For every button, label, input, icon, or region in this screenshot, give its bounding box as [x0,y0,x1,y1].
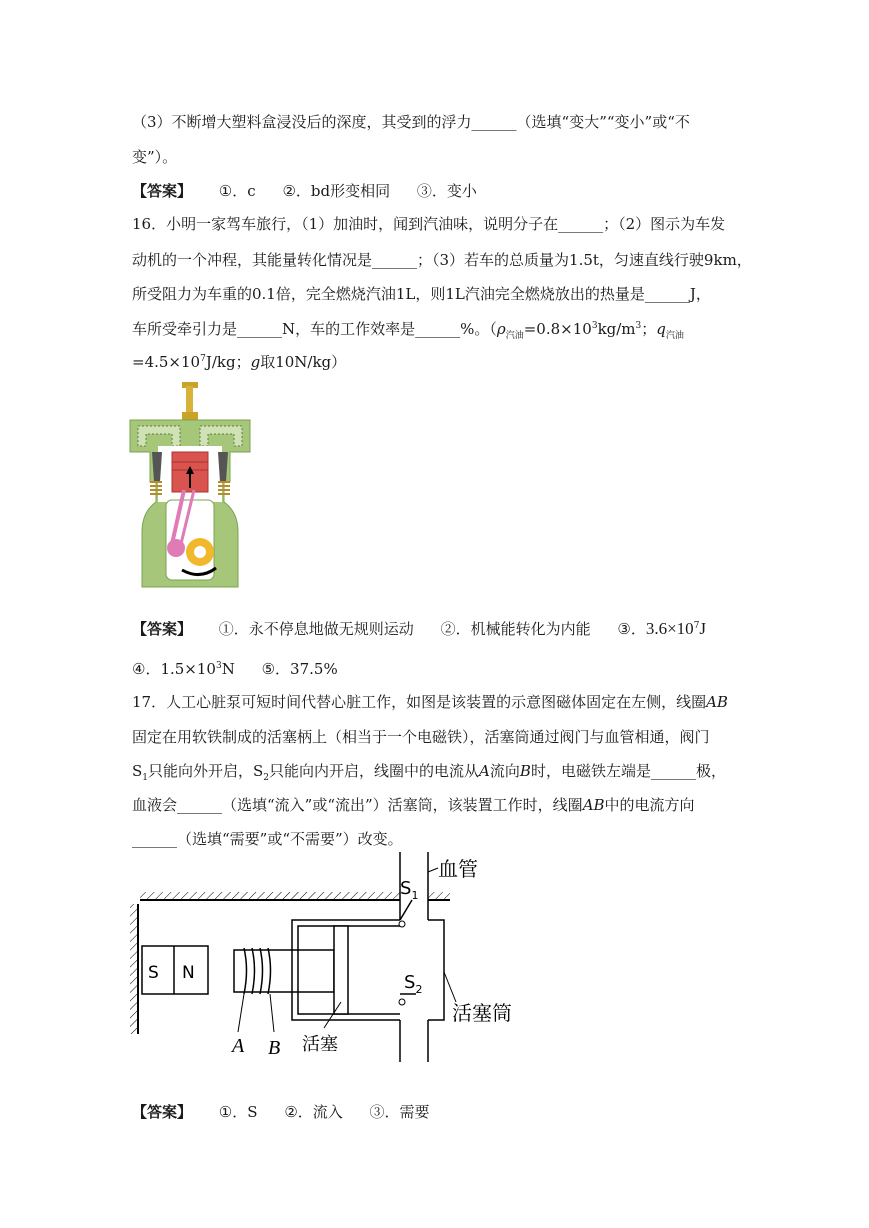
answer-label: 【答案】 [132,620,193,638]
q16-answer-4: ④．$1.5\times 10^3N$ [132,660,235,678]
q16-line4: 车所受牵引力是______N，车的工作效率是______%。（$\rho_{汽油}=0.8\times 10^3kg/m^3$；$q_{汽油}$ [132,320,684,341]
q15-part3-line2: 变”）。 [132,148,178,166]
cylinder-label: 活塞筒 [452,1001,512,1025]
q17-line5: ______（选填“需要”或“不需要”）改变。 [132,830,403,848]
q17-answer-1: ①．S [218,1103,258,1121]
answer-label: 【答案】 [132,182,193,200]
q17-line4: 血液会______（选填“流入”或“流出”）活塞筒，该装置工作时，线圈AB中的电流方向 [132,796,695,814]
q15-answer-2: ②．bd形变相同 [282,182,391,200]
q16-line3: 所受阻力为车重的0.1倍，完全燃烧汽油1L，则1L汽油完全燃烧放出的热量是______J， [132,285,711,303]
q16-line1: 16．小明一家驾车旅行，（1）加油时，闻到汽油味，说明分子在______；（2）图示为车发 [132,215,726,233]
engine-stroke-figure [128,382,252,594]
heart-pump-diagram [126,852,536,1062]
q15-answer-1: ①．c [218,182,256,200]
coil-b-label: B [268,1037,281,1059]
q16-answer-row1 [132,619,706,639]
q16-answer-row2 [132,659,338,679]
q16-answer-2: ②．机械能转化为内能 [440,620,591,638]
valve-s2-label: $S_2$ [404,972,423,996]
q16-answer-5: ⑤．37.5% [261,660,338,678]
piston-label: 活塞 [302,1034,338,1055]
magnet-s-label: S [148,963,159,983]
q15-answer [132,181,477,201]
q16-answer-3: ③．$3.6\times 10^7J$ [617,619,707,638]
q17-line3: $S_1$只能向外开启，$S_2$只能向内开启，线圈中的电流从A流向B时，电磁铁左端是______极， [132,762,726,783]
q17-line2: 固定在用软铁制成的活塞柄上（相当于一个电磁铁），活塞筒通过阀门与血管相通，阀门 [132,728,710,746]
q17-line1: 17．人工心脏泵可短时间代替心脏工作，如图是该装置的示意图磁体固定在左侧，线圈AB [132,693,728,711]
answer-label: 【答案】 [132,1103,193,1121]
q15-part3-line1: （3）不断增大塑料盒浸没后的深度，其受到的浮力______（选填“变大”“变小”或“不 [132,113,690,131]
q16-line5: $=4.5\times 10^7J/kg$；g取10N/kg） [132,353,347,371]
q17-answer [132,1102,430,1122]
q17-answer-2: ②．流入 [284,1103,343,1121]
q16-line2: 动机的一个冲程，其能量转化情况是______；（3）若车的总质量为1.5t，匀速直线行驶9km， [132,251,752,269]
q15-answer-3: ③．变小 [416,182,477,200]
vessel-label: 血管 [438,857,478,881]
q17-answer-3: ③．需要 [369,1103,430,1121]
coil-a-label: A [232,1035,245,1057]
q16-answer-1: ①．永不停息地做无规则运动 [218,620,414,638]
magnet-n-label: N [182,963,195,983]
valve-s1-label: $S_1$ [400,878,419,902]
